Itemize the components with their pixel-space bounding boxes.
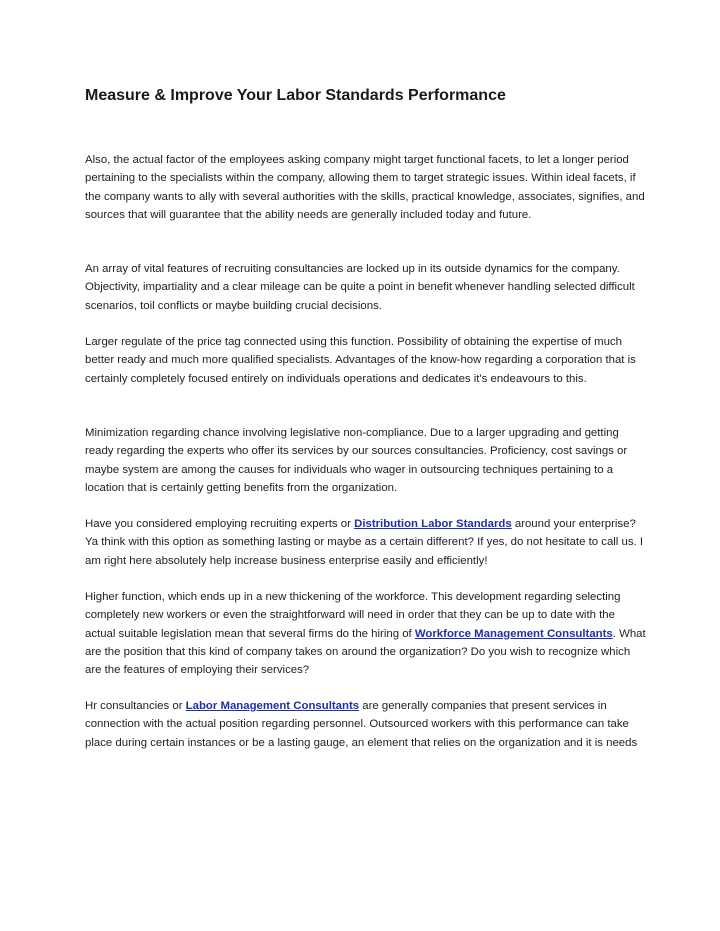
paragraph-5-text-after: around your enterprise? Ya think with this option as something lasting or maybe as a certain different? If yes, do not hesitate to call us. I am right here absolutely help increase business enterprise easily and efficiently!	[85, 518, 644, 567]
paragraph-7-text-after: are generally companies that present services in connection with the actual position regarding personnel. Outsourced workers with this performance can take place during certain instances or be a lasting gauge, an element that relies on the organization and it is needs	[85, 700, 638, 749]
workforce-management-consultants-link[interactable]: Workforce Management Consultants	[414, 627, 613, 640]
paragraph-6	[85, 588, 647, 679]
paragraph-2: An array of vital features of recruiting consultancies are locked up in its outside dynamics for the company. Objectivity, impartiality and a clear mileage can be quite a point in benefit whenever handling selected difficult scenarios, toil conflicts or maybe building crucial decisions.	[85, 263, 635, 312]
paragraph-6-text-before: Higher function, which ends up in a new thickening of the workforce. This development regarding selecting completely new workers or even the straightforward will need in order that they can be up to date with the actual suitable legislation mean that several firms do the hiring of	[85, 591, 621, 640]
paragraph-5	[85, 515, 647, 570]
paragraph-7	[85, 697, 647, 752]
paragraph-7-text-before: Hr consultancies or	[85, 700, 186, 712]
paragraph-6-text-after: . What are the position that this kind of company takes on around the organization? Do you wish to recognize which are the features of employing their services?	[85, 627, 646, 677]
paragraph-3: Larger regulate of the price tag connected using this function. Possibility of obtaining the expertise of much better ready and much more qualified specialists. Advantages of the know-how regarding a corporation that is certainly completely focused entirely on individuals operations and dedicates it's endeavours to this.	[85, 336, 636, 385]
page-title: Measure & Improve Your Labor Standards Performance	[85, 87, 506, 104]
labor-management-consultants-link[interactable]: Labor Management Consultants	[185, 700, 360, 712]
paragraph-1: Also, the actual factor of the employees asking company might target functional facets, to let a longer period pertaining to the specialists within the company, allowing them to target strategic issues. Within ideal facets, if the company wants to ally with several authorities with the skills, practical knowledge, associates, signifies, and sources that will guarantee that the ability needs are generally included today and future.	[85, 154, 645, 221]
paragraph-5-text-before: Have you considered employing recruiting experts or	[85, 518, 355, 530]
distribution-labor-standards-link[interactable]: Distribution Labor Standards	[354, 518, 512, 530]
paragraph-4: Minimization regarding chance involving legislative non-compliance. Due to a larger upgrading and getting ready regarding the experts who offer its services by our sources consultancies. Proficiency, cost savings or maybe system are among the causes for individuals who wager in outsourcing techniques pertaining to a location that is certainly getting benefits from the organization.	[85, 427, 628, 494]
